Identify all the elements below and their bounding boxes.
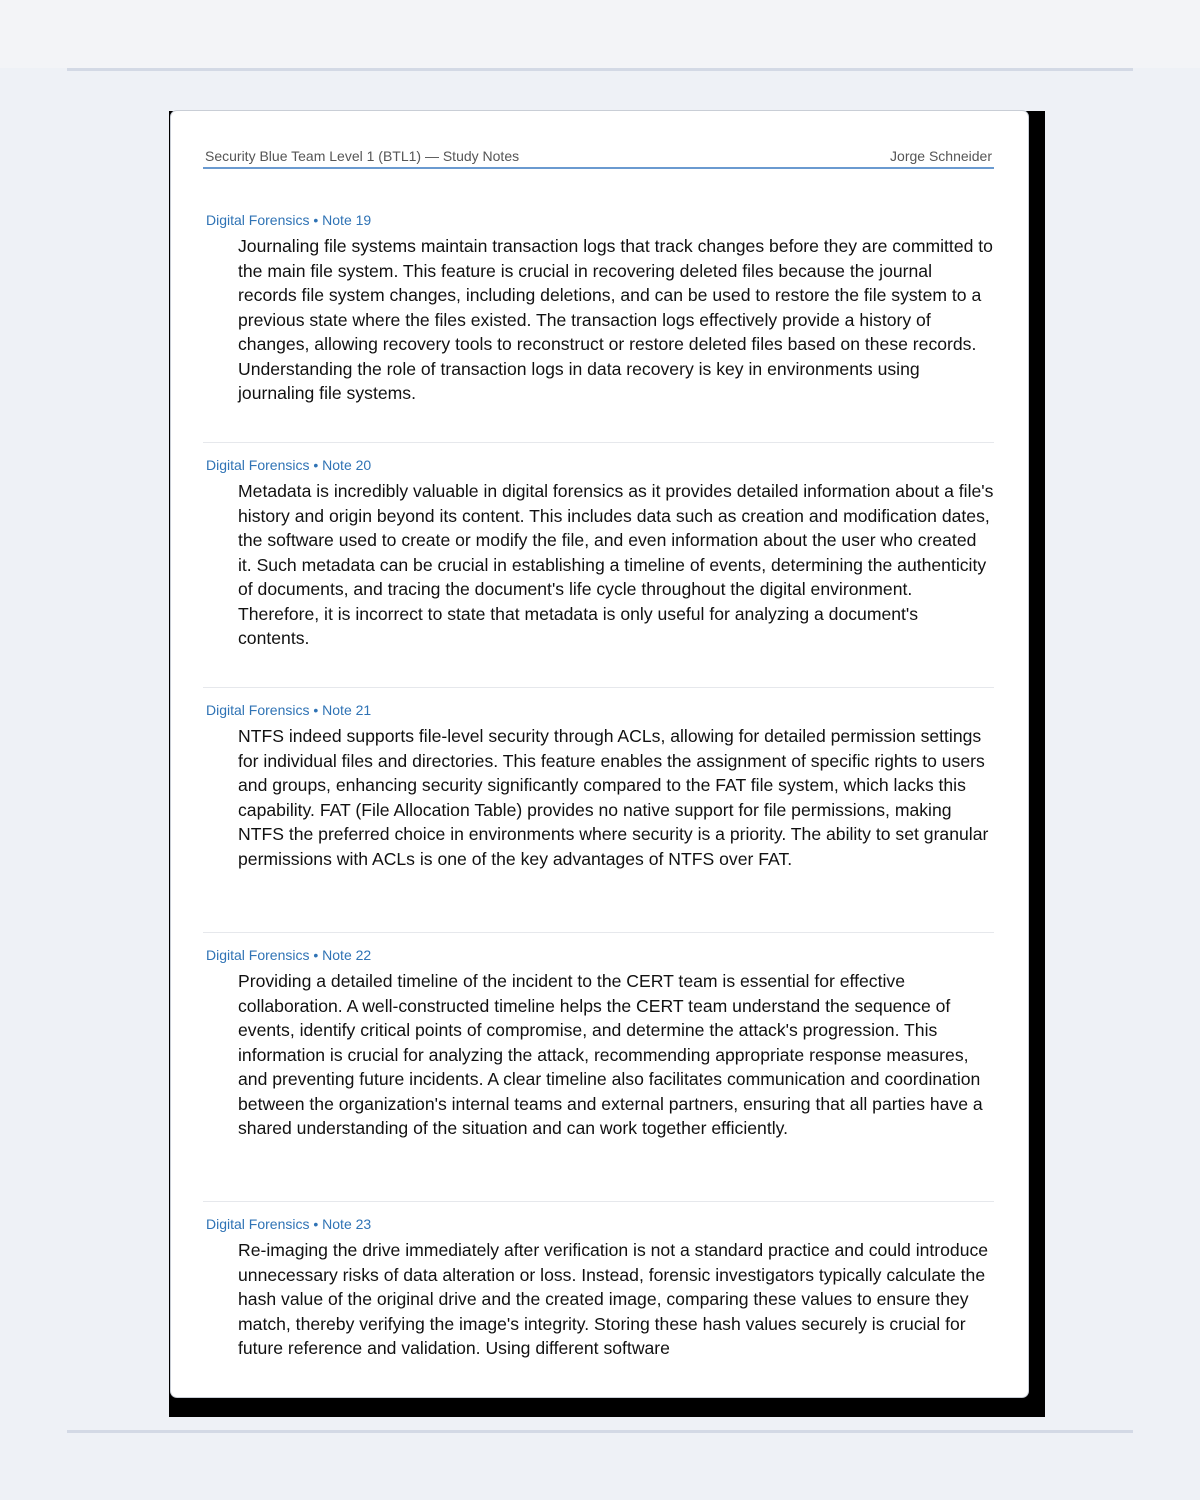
note-text: Journaling file systems maintain transaction logs that track changes before they are committed to the main file system. This feature is crucial in recovering deleted files because the journal records file system changes, including deletions, and can be used to restore the file system to a previous state where the files existed. The transaction logs effectively provide a history of changes, allowing recovery tools to reconstruct or restore deleted files based on these records. Understanding the role of transaction logs in data recovery is key in environments using journaling file systems. — [238, 236, 993, 403]
note-text: Re-imaging the drive immediately after verification is not a standard practice and could introduce unnecessary risks of data alteration or loss. Instead, forensic investigators typically calculate the hash value of the original drive and the created image, comparing these values to ensure they match, thereby verifying the image's integrity. Storing these hash values securely is crucial for future reference and validation. Using different software — [238, 1240, 989, 1358]
note-label: Digital Forensics • Note 21 — [206, 702, 372, 718]
top-divider — [67, 68, 1133, 71]
note-separator — [203, 932, 994, 933]
author-name: Jorge Schneider — [890, 148, 992, 164]
bottom-divider — [67, 1430, 1133, 1433]
note-text: NTFS indeed supports file-level security through ACLs, allowing for detailed permission settings for individual files and directories. This feature enables the assignment of specific rights to users and groups, enhancing security significantly compared to the FAT file system, which lacks this capability. FAT (File Allocation Table) provides no native support for file permissions, making NTFS the preferred choice in environments where security is a priority. The ability to set granular permissions with ACLs is one of the key advantages of NTFS over FAT. — [238, 726, 989, 869]
note-label: Digital Forensics • Note 19 — [206, 212, 372, 228]
note-text: Metadata is incredibly valuable in digital forensics as it provides detailed information about a file's history and origin beyond its content. This includes data such as creation and modification dates, the software used to create or modify the file, and even information about the user who created it. Such metadata can be crucial in establishing a timeline of events, determining the authenticity of documents, and tracing the document's life cycle throughout the digital environment. Therefore, it is incorrect to state that metadata is only useful for analyzing a document's contents. — [238, 481, 994, 648]
note-23 — [203, 1216, 994, 1361]
note-separator — [203, 442, 994, 443]
document-page — [170, 110, 1029, 1398]
note-19 — [203, 212, 994, 406]
note-text: Providing a detailed timeline of the incident to the CERT team is essential for effective collaboration. A well-constructed timeline helps the CERT team understand the sequence of events, identify critical points of compromise, and determine the attack's progression. This information is crucial for analyzing the attack, recommending appropriate response measures, and preventing future incidents. A clear timeline also facilitates communication and coordination between the organization's internal teams and external partners, ensuring that all parties have a shared understanding of the situation and can work together efficiently. — [238, 971, 983, 1138]
note-separator — [203, 1201, 994, 1202]
running-header — [203, 147, 994, 169]
document-title: Security Blue Team Level 1 (BTL1) — Study Notes — [205, 148, 520, 164]
note-label: Digital Forensics • Note 23 — [206, 1216, 372, 1232]
note-21 — [203, 702, 994, 871]
note-separator — [203, 687, 994, 688]
note-20 — [203, 457, 994, 651]
note-22 — [203, 947, 994, 1141]
top-band — [0, 0, 1200, 68]
note-label: Digital Forensics • Note 22 — [206, 947, 372, 963]
note-label: Digital Forensics • Note 20 — [206, 457, 372, 473]
